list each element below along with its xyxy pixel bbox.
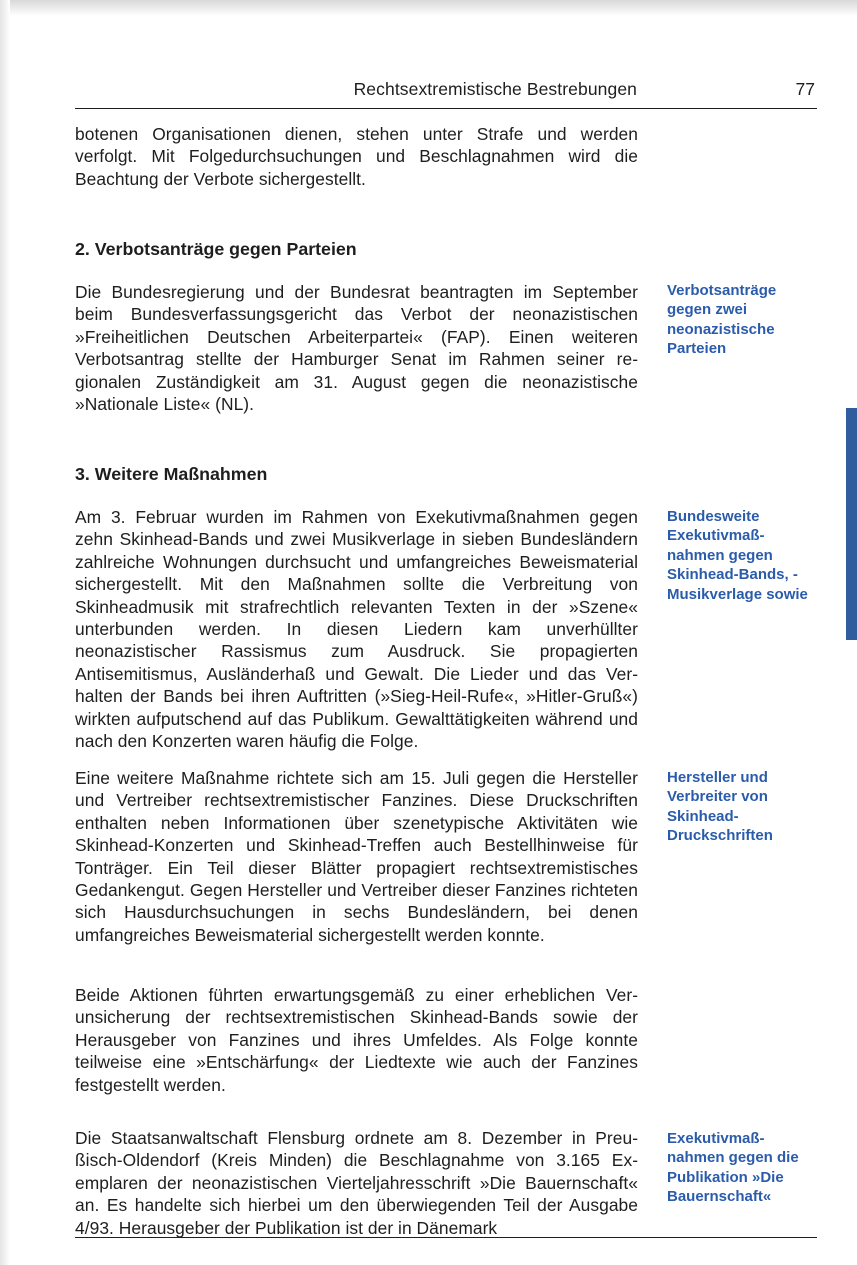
page-left-shadow — [0, 0, 10, 1265]
section-3-heading: 3. Weitere Maßnahmen — [75, 464, 268, 484]
section-3-paragraph-2: Eine weitere Maßnahme richtete sich am 15. Juli gegen die Hersteller und Vertreiber rechtsextremistischer Fanzines. Diese Druckschriften enthalten neben Informationen über szenetypische Aktivitäten wie Skinhead-Konzerten und Skinhead-Treffen auch Bestellhinweise für Tonträger. Ein Teil dieser Blätter propagiert rechtsextremistisches Gedankengut. Gegen Hersteller und Vertreiber dieser Fanzines richteten sich Hausdurchsuchungen in sechs Bundesländern, bei denen umfangreiches Beweismaterial sichergestellt werden konnte. — [75, 768, 638, 945]
page-top-shadow — [0, 0, 857, 16]
page-number: 77 — [795, 79, 815, 99]
chapter-thumb-tab — [846, 408, 857, 640]
margin-note-verbotsantraege: Verbotsanträge gegen zwei neonazistische Parteien — [667, 282, 777, 358]
intro-paragraph: botenen Organisationen dienen, stehen unter Strafe und werden verfolgt. Mit Folgedurchsuchungen und Beschlagnahmen wird die Beachtung der Verbote sichergestellt. — [75, 124, 638, 189]
footer-rule — [75, 1237, 817, 1238]
section-3-paragraph-3: Beide Aktionen führten erwartungsgemäß zu einer erheblichen Verunsicherung der rechtsextremistischen Skinhead-Bands sowie der Herausgeber von Fanzines und ihres Umfeldes. Als Folge konnte teilweise eine »Entschärfung« der Liedtexte wie auch der Fanzines festgestellt werden. — [75, 985, 638, 1095]
section-3-paragraph-4: Die Staatsanwaltschaft Flensburg ordnete am 8. Dezember in Preußisch-Oldendorf (Kreis Minden) die Beschlagnahme von 3.165 Exemplaren der neonazistischen Vierteljahresschrift »Die Bauernschaft« an. Es handelte sich hierbei um den überwiegenden Teil der Ausgabe 4/93. Herausgeber der Publikation ist der in Dänemark — [75, 1128, 638, 1238]
section-2-heading: 2. Verbotsanträge gegen Parteien — [75, 239, 357, 259]
section-2-paragraph: Die Bundesregierung und der Bundesrat beantragten im September beim Bundesverfassungsgericht das Verbot der neonazistischen »Freiheitlichen Deutschen Arbeiterpartei« (FAP). Einen weiteren Verbotsantrag stellte der Hamburger Senat im Rahmen seiner regionalen Zuständigkeit am 31. August gegen die neonazistische »Nationale Liste« (NL). — [75, 282, 638, 415]
header-title: Rechtsextremistische Bestrebungen — [353, 79, 637, 99]
margin-note-hersteller: Hersteller und Verbreiter von Skinhead-Druckschriften — [667, 769, 773, 845]
section-3-paragraph-1: Am 3. Februar wurden im Rahmen von Exekutivmaßnahmen gegen zehn Skinhead-Bands und zwei Musikverlage in sieben Bundesländern zahlreiche Wohnungen durchsucht und umfangreiches Beweismaterial sichergestellt. Mit den Maßnahmen sollte die Verbreitung von Skinheadmusik mit strafrechtlich relevanten Texten in der »Szene« unterbunden werden. In diesen Liedern kam unverhüllter neonazistischer Rassismus zum Ausdruck. Sie propagierten Antisemitismus, Ausländerhaß und Gewalt. Die Lieder und das Verhalten der Bands bei ihren Auftritten (»Sieg-Heil-Rufe«, »Hitler-Gruß«) wirkten aufputschend auf das Publikum. Gewalttätigkeiten während und nach den Konzerten waren häufig die Folge. — [75, 507, 638, 752]
running-header — [75, 78, 817, 109]
margin-note-bauernschaft: Exekutivmaßnahmen gegen die Publikation »Die Bauernschaft« — [667, 1130, 799, 1206]
margin-note-exekutivmassnahmen: Bundesweite Exekutivmaßnahmen gegen Skinhead-Bands, -Musikverlage sowie — [667, 508, 808, 603]
